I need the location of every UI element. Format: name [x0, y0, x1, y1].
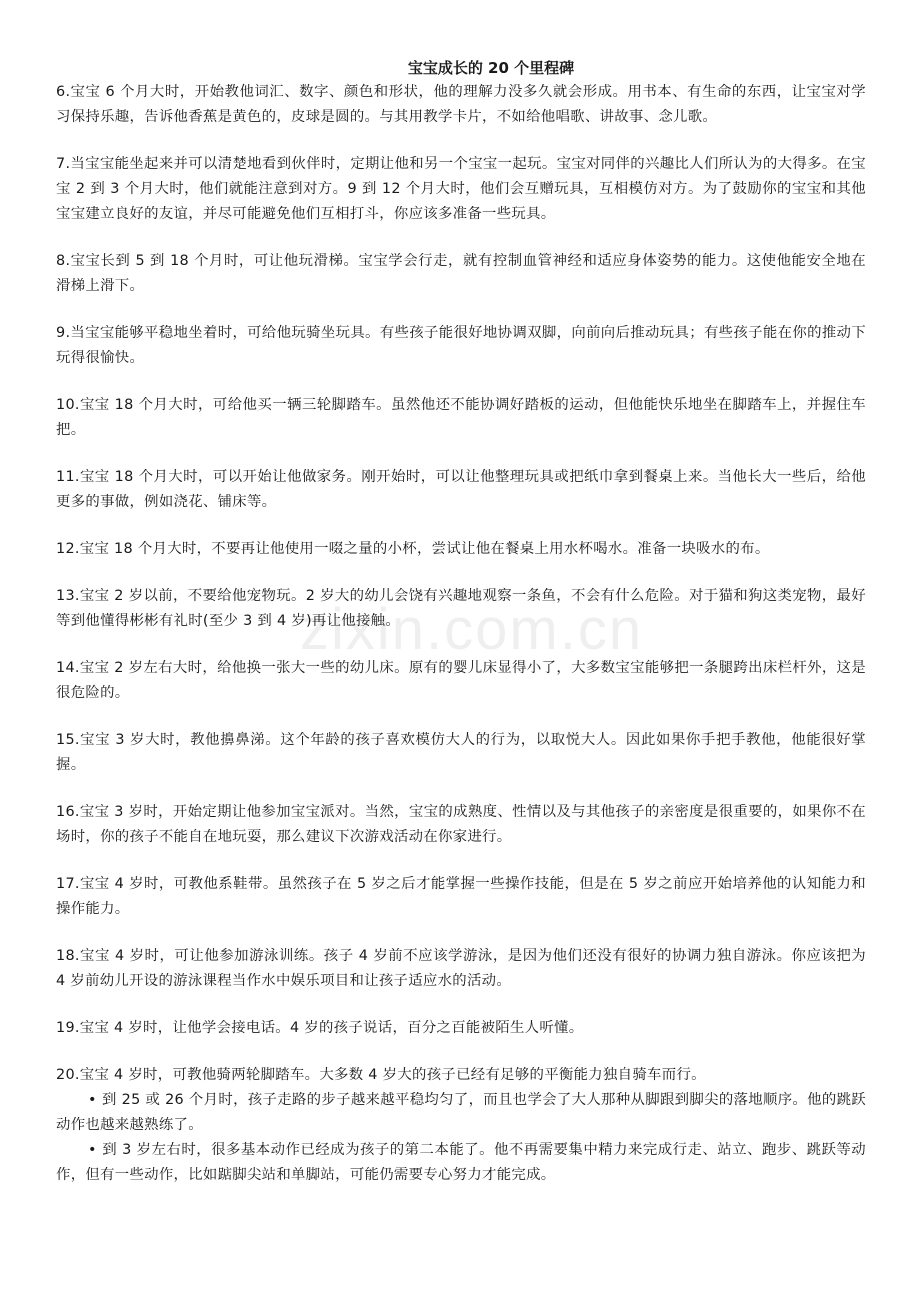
- paragraph-16: 16.宝宝 3 岁时，开始定期让他参加宝宝派对。当然，宝宝的成熟度、性情以及与其他孩子的亲密度是很重要的，如果你不在场时，你的孩子不能自在地玩耍，那么建议下次游戏活动在你家进行。: [56, 804, 866, 845]
- paragraph-9: 9.当宝宝能够平稳地坐着时，可给他玩骑坐玩具。有些孩子能很好地协调双脚，向前向后推动玩具；有些孩子能在你的推动下玩得很愉快。: [56, 325, 866, 366]
- document-title: 宝宝成长的 20 个里程碑: [407, 59, 575, 77]
- bullet-text: 到 25 或 26 个月时，孩子走路的步子越来越平稳均匀了，而且也学会了大人那种从脚跟到脚尖的落地顺序。他的跳跃动作也越来越熟练了。: [56, 1092, 866, 1133]
- paragraph-18: 18.宝宝 4 岁时，可让他参加游泳训练。孩子 4 岁前不应该学游泳，是因为他们还没有很好的协调力独自游泳。你应该把为 4 岁前幼儿开设的游泳课程当作水中娱乐项目和让孩子适应水的活动。: [56, 948, 866, 989]
- bullet-dot-icon: •: [88, 1092, 97, 1108]
- bullet-text: 到 3 岁左右时，很多基本动作已经成为孩子的第二本能了。他不再需要集中精力来完成行走、站立、跑步、跳跃等动作，但有一些动作，比如踮脚尖站和单脚站，可能仍需要专心努力才能完成。: [56, 1142, 866, 1183]
- paragraph-10: 10.宝宝 18 个月大时，可给他买一辆三轮脚踏车。虽然他还不能协调好踏板的运动，但他能快乐地坐在脚踏车上，并握住车把。: [56, 397, 866, 438]
- paragraph-6: 6.宝宝 6 个月大时，开始教他词汇、数字、颜色和形状，他的理解力没多久就会形成。用书本、有生命的东西，让宝宝对学习保持乐趣，告诉他香蕉是黄色的，皮球是圆的。与其用教学卡片，不如给他唱歌、讲故事、念儿歌。: [56, 84, 866, 125]
- paragraph-12: 12.宝宝 18 个月大时，不要再让他使用一啜之量的小杯，尝试让他在餐桌上用水杯喝水。准备一块吸水的布。: [56, 541, 770, 557]
- paragraph-13: 13.宝宝 2 岁以前，不要给他宠物玩。2 岁大的幼儿会饶有兴趣地观察一条鱼，不会有什么危险。对于猫和狗这类宠物，最好等到他懂得彬彬有礼时(至少 3 到 4 岁)再让他接触。: [56, 588, 866, 629]
- paragraph-7: 7.当宝宝能坐起来并可以清楚地看到伙伴时，定期让他和另一个宝宝一起玩。宝宝对同伴的兴趣比人们所认为的大得多。在宝宝 2 到 3 个月大时，他们就能注意到对方。9 到 12 个月大时，他们会互赠玩具，互相模仿对方。为了鼓励你的宝宝和其他宝宝建立良好的友谊，并尽可能避免他们互相打斗，你应该多准备一些玩具。: [56, 156, 866, 222]
- paragraph-14: 14.宝宝 2 岁左右大时，给他换一张大一些的幼儿床。原有的婴儿床显得小了，大多数宝宝能够把一条腿跨出床栏杆外，这是很危险的。: [56, 660, 866, 701]
- bullet-item: [56, 1088, 866, 1138]
- paragraph-15: 15.宝宝 3 岁大时，教他擤鼻涕。这个年龄的孩子喜欢模仿大人的行为，以取悦大人。因此如果你手把手教他，他能很好掌握。: [56, 732, 866, 773]
- paragraph-17: 17.宝宝 4 岁时，可教他系鞋带。虽然孩子在 5 岁之后才能掌握一些操作技能，但是在 5 岁之前应开始培养他的认知能力和操作能力。: [56, 876, 866, 917]
- paragraph-11: 11.宝宝 18 个月大时，可以开始让他做家务。刚开始时，可以让他整理玩具或把纸巾拿到餐桌上来。当他长大一些后，给他更多的事做，例如浇花、铺床等。: [56, 469, 866, 510]
- paragraph-8: 8.宝宝长到 5 到 18 个月时，可让他玩滑梯。宝宝学会行走，就有控制血管神经和适应身体姿势的能力。这使他能安全地在滑梯上滑下。: [56, 253, 866, 294]
- document-page: [56, 56, 866, 1188]
- bullet-dot-icon: •: [88, 1142, 97, 1158]
- paragraph-19: 19.宝宝 4 岁时，让他学会接电话。4 岁的孩子说话，百分之百能被陌生人听懂。: [56, 1020, 584, 1036]
- watermark: zixin.com.cn: [300, 597, 644, 662]
- paragraph-20: 20.宝宝 4 岁时，可教他骑两轮脚踏车。大多数 4 岁大的孩子已经有足够的平衡能力独自骑车而行。: [56, 1067, 706, 1083]
- bullet-item: [56, 1138, 866, 1188]
